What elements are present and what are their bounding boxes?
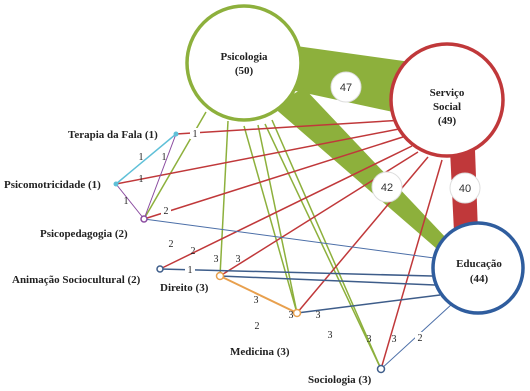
node-medicina-dot [294,310,301,317]
weight-soc-edu: 2 [417,333,423,344]
educacao-count: (44) [469,273,489,285]
label-sociologia: Sociologia (3) [308,374,372,386]
weight-psm-serv: 1 [138,174,144,185]
thin-edges [116,112,452,369]
edge-servico-direito [220,152,418,276]
servico-name-line2: Social [432,101,462,113]
edge-educacao-animacao [160,269,432,276]
weight-dir-psi: 3 [213,254,219,265]
weight-psi-serv: 47 [339,82,353,94]
weight-serv-edu: 40 [458,183,472,195]
weight-dir-serv: 3 [235,254,241,265]
educacao-name: Educação [456,258,502,270]
weight-med-psi: 3 [288,310,294,321]
edge-psicologia-direito [220,121,228,276]
weight-ter-psm-b: 1 [161,152,167,163]
label-psicopedagogia: Psicopedagogia (2) [40,228,128,240]
weight-med-serv: 3 [315,310,321,321]
servico-name-line1: Serviço [429,87,465,99]
weight-dir-edu: 3 [253,295,259,306]
weight-dir-med: 2 [254,321,260,332]
edge-psicomotricidade-psicopedagogia [116,184,144,219]
label-medicina: Medicina (3) [230,346,290,358]
weight-ped-psi: 2 [168,239,174,250]
servico-count: (49) [437,115,457,127]
weight-ped-serv: 2 [163,206,169,217]
label-direito: Direito (3) [160,282,209,294]
hub-psicologia [187,6,301,120]
edge-servico-terapia [176,120,404,134]
label-animacao: Animação Sociocultural (2) [12,274,141,286]
node-psicomotricidade-dot [114,182,119,187]
psicologia-name: Psicologia [220,51,268,63]
node-labels [4,129,372,386]
edge-servico-animacao [160,146,412,269]
node-terapia-dot [174,132,179,137]
weight-soc-serv: 3 [391,334,397,345]
weight-soc-psi: 3 [366,334,372,345]
node-animacao-dot [157,266,163,272]
weight-ani-serv: 2 [190,246,196,257]
label-psicomotricidade: Psicomotricidade (1) [4,179,101,191]
weight-ter-psm-a: 1 [138,152,144,163]
weight-psm-ped: 1 [123,196,129,207]
label-terapia: Terapia da Fala (1) [68,129,158,141]
edge-direito-medicina [220,276,297,313]
node-direito-dot [217,273,224,280]
psicologia-count: (50) [234,65,254,77]
weight-psi-edu: 42 [380,182,394,194]
edge-educacao-psicopedagogia [144,219,434,258]
weight-med-edu: 3 [327,330,333,341]
node-psicopedagogia-dot [141,216,147,222]
weight-ani-edu: 1 [187,265,193,276]
hub-servico-social [391,44,503,156]
weight-ter-serv: 1 [192,129,198,140]
node-sociologia-dot [378,366,385,373]
